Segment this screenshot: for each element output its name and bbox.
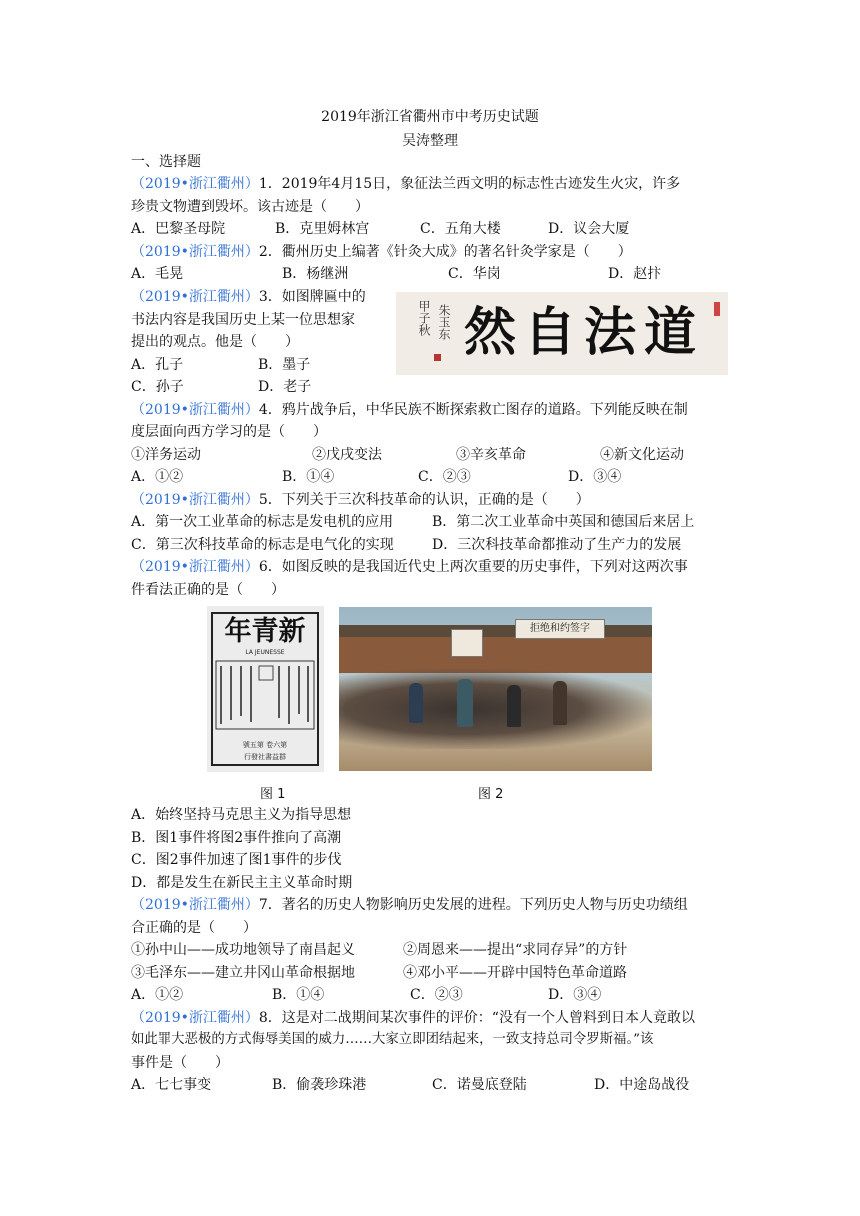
- question-8-line-3: 事件是（ ）: [131, 1055, 229, 1071]
- q1-option-b: B．克里姆林宫: [275, 221, 370, 237]
- source-tag: （2019•浙江衢州）: [131, 402, 259, 418]
- q5-option-b: B．第二次工业革命中英国和德国后来居上: [432, 514, 695, 530]
- q7-option-c: C．②③: [410, 987, 463, 1003]
- source-tag: （2019•浙江衢州）: [131, 1010, 259, 1026]
- protest-banner: 拒绝和约签字: [515, 619, 605, 639]
- q5-option-d: D．三次科技革命都推动了生产力的发展: [432, 537, 682, 553]
- q2-option-d: D．赵抃: [608, 266, 662, 282]
- q7-item-1: ①孙中山——成功地领导了南昌起义: [131, 942, 355, 958]
- page-title: 2019年浙江省衢州市中考历史试题: [321, 109, 539, 125]
- question-2-line-1: （2019•浙江衢州）2．衢州历史上编著《针灸大成》的著名针灸学家是（ ）: [131, 244, 632, 260]
- magazine-publisher: 行發社書益群: [244, 753, 286, 761]
- source-tag: （2019•浙江衢州）: [131, 897, 259, 913]
- marcher: [507, 685, 521, 727]
- magazine-issue: 號五第 卷六第: [242, 741, 288, 749]
- question-3-line-2: 书法内容是我国历史上某一位思想家: [131, 312, 355, 328]
- q6-option-a: A．始终坚持马克思主义为指导思想: [131, 807, 352, 823]
- q7-option-a: A．①②: [131, 987, 184, 1003]
- q1-option-c: C．五角大楼: [420, 221, 501, 237]
- q5-option-a: A．第一次工业革命的标志是发电机的应用: [131, 514, 394, 530]
- author-line: 吴涛整理: [402, 133, 458, 149]
- q3-option-b: B．墨子: [258, 357, 311, 373]
- q7-item-2: ②周恩来——提出“求同存异”的方针: [403, 942, 628, 958]
- question-8-line-2: 如此罪大恶极的方式侮辱美国的威力……大家立即团结起来，一致支持总司令罗斯福。”该: [131, 1032, 654, 1047]
- seal-stamp: [434, 354, 441, 361]
- question-6-line-1: （2019•浙江衢州）6．如图反映的是我国近代史上两次重要的历史事件，下列对这两次事: [131, 559, 688, 575]
- question-4-line-2: 度层面向西方学习的是（ ）: [131, 424, 327, 440]
- q1-option-a: A．巴黎圣母院: [131, 221, 226, 237]
- question-8-line-1: （2019•浙江衢州）8．这是对二战期间某次事件的评价：“没有一个人曾料到日本人竟敢以: [131, 1010, 695, 1026]
- figure-2-caption: 图 2: [478, 787, 504, 802]
- q4-option-d: D．③④: [568, 469, 622, 485]
- source-tag: （2019•浙江衢州）: [131, 559, 259, 575]
- figure-1-caption: 图 1: [260, 787, 286, 802]
- q5-option-c: C．第三次科技革命的标志是电气化的实现: [131, 537, 394, 553]
- q4-option-a: A．①②: [131, 469, 184, 485]
- section-heading: 一、选择题: [131, 154, 201, 170]
- magazine-title: 年青新: [224, 616, 306, 647]
- source-tag: （2019•浙江衢州）: [131, 492, 259, 508]
- question-7-line-1: （2019•浙江衢州）7．著名的历史人物影响历史发展的进程。下列历史人物与历史功绩组: [131, 897, 688, 913]
- q4-option-c: C．②③: [418, 469, 471, 485]
- source-tag: （2019•浙江衢州）: [131, 176, 259, 192]
- q4-item-3: ③辛亥革命: [456, 447, 526, 463]
- calligraphy-plaque-image: [396, 292, 728, 375]
- q3-option-c: C．孙子: [131, 379, 184, 395]
- seal-stamp: [714, 302, 720, 316]
- q2-option-a: A．毛晃: [131, 266, 184, 282]
- q2-option-c: C．华岗: [448, 266, 501, 282]
- q7-item-3: ③毛泽东——建立井冈山革命根据地: [131, 965, 355, 981]
- question-6-line-2: 件看法正确的是（ ）: [131, 582, 285, 598]
- q4-item-4: ④新文化运动: [600, 447, 684, 463]
- figure-1-magazine-cover: [207, 606, 324, 772]
- q2-option-b: B．杨继洲: [282, 266, 349, 282]
- q8-option-b: B．偷袭珍珠港: [272, 1077, 367, 1093]
- q3-option-a: A．孔子: [131, 357, 184, 373]
- q4-option-b: B．①④: [282, 469, 335, 485]
- plaque-inscription-left: 甲子秋: [417, 300, 431, 336]
- q8-option-c: C．诺曼底登陆: [432, 1077, 527, 1093]
- plaque-inscription-right: 朱玉东: [437, 304, 451, 340]
- tiananmen-gate: [339, 635, 652, 673]
- q8-option-d: D．中途岛战役: [594, 1077, 690, 1093]
- question-1-line-1: （2019•浙江衢州）1．2019年4月15日，象征法兰西文明的标志性古迹发生火灾，许多: [131, 176, 681, 192]
- q6-option-d: D．都是发生在新民主主义革命时期: [131, 875, 353, 891]
- q6-option-c: C．图2事件加速了图1事件的步伐: [131, 852, 342, 868]
- source-tag: （2019•浙江衢州）: [131, 244, 259, 260]
- q8-option-a: A．七七事变: [131, 1077, 212, 1093]
- q3-option-d: D．老子: [258, 379, 312, 395]
- q7-item-4: ④邓小平——开辟中国特色革命道路: [403, 965, 627, 981]
- marcher: [457, 679, 473, 727]
- table-of-contents-graphic: [215, 660, 315, 730]
- question-7-line-2: 合正确的是（ ）: [131, 920, 257, 936]
- q4-item-2: ②戊戌变法: [312, 447, 382, 463]
- question-3-line-1: （2019•浙江衢州）3．如图牌匾中的: [131, 289, 366, 305]
- crowd: [339, 669, 652, 749]
- question-3-line-3: 提出的观点。他是（ ）: [131, 334, 299, 350]
- source-tag: （2019•浙江衢州）: [131, 289, 259, 305]
- question-4-line-1: （2019•浙江衢州）4．鸦片战争后，中华民族不断探索救亡图存的道路。下列能反映在制: [131, 402, 688, 418]
- q1-option-d: D．议会大厦: [548, 221, 630, 237]
- q6-option-b: B．图1事件将图2事件推向了高潮: [131, 830, 342, 846]
- marcher: [553, 681, 567, 725]
- plaque-calligraphy: 道法自然: [463, 302, 704, 363]
- gate-roof: [339, 625, 652, 637]
- marcher: [409, 683, 423, 723]
- magazine-subtitle: LA JEUNESSE: [245, 649, 285, 656]
- q7-option-b: B．①④: [272, 987, 325, 1003]
- q4-item-1: ①洋务运动: [131, 447, 201, 463]
- question-5-line-1: （2019•浙江衢州）5．下列关于三次科技革命的认识，正确的是（ ）: [131, 492, 590, 508]
- figure-2-protest-painting: [339, 607, 652, 771]
- q7-option-d: D．③④: [548, 987, 602, 1003]
- protest-sign: [451, 629, 483, 657]
- question-1-line-2: 珍贵文物遭到毁坏。该古迹是（ ）: [131, 199, 369, 215]
